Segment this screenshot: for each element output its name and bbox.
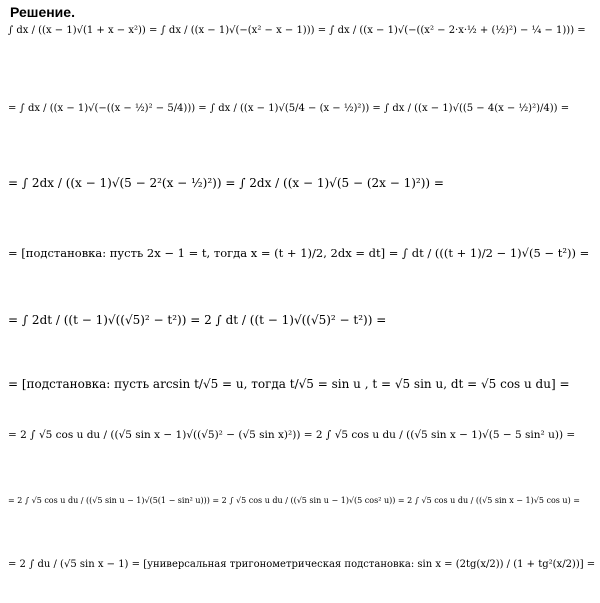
equation-text: = 2 ∫ du / (√5 sin x − 1) = [универсальная тригонометрическая подстановка: sin x = (2tg(x/2)) / (1 + tg²(x/2))] = [8, 559, 596, 570]
solution-heading: Решение. [10, 4, 75, 20]
equation-text: = ∫ 2dt / ((t − 1)√((√5)² − t²)) = 2 ∫ dt / ((t − 1)√((√5)² − t²)) = [8, 312, 387, 327]
equation-text: = ∫ 2dx / ((x − 1)√(5 − 2²(x − ½)²)) = ∫ 2dx / ((x − 1)√(5 − (2x − 1)²)) = [8, 175, 444, 190]
equation-line-3 [8, 176, 596, 189]
equation-line-2 [8, 104, 596, 115]
equation-line-9 [8, 560, 596, 571]
equation-line-7 [8, 430, 596, 441]
equation-line-4 [8, 248, 596, 260]
equation-text: = 2 ∫ √5 cos u du / ((√5 sin x − 1)√((√5)² − (√5 sin x)²)) = 2 ∫ √5 cos u du / ((√5 sin x − 1)√(5 − 5 sin² u)) = [8, 429, 576, 441]
equation-text: ∫ dx / ((x − 1)√(1 + x − x²)) = ∫ dx / ((x − 1)√(−(x² − x − 1))) = ∫ dx / ((x − 1)√(−((x² − 2·x·½ + (½)²) − ¼ − 1))) = [8, 25, 586, 36]
equation-text: = [подстановка: пусть arcsin t/√5 = u, тогда t/√5 = sin u , t = √5 sin u, dt = √5 cos u du] = [8, 376, 570, 391]
equation-line-1 [8, 26, 596, 37]
equation-text: = 2 ∫ √5 cos u du / ((√5 sin u − 1)√(5(1 − sin² u))) = 2 ∫ √5 cos u du / ((√5 sin u − 1)√(5 cos² u)) = 2 ∫ √5 cos u du / ((√5 sin x − 1)√5 cos u) = [8, 496, 580, 505]
equation-text: = [подстановка: пусть 2x − 1 = t, тогда x = (t + 1)/2, 2dx = dt] = ∫ dt / (((t + 1)/2 − 1)√(5 − t²)) = [8, 246, 590, 261]
equation-line-5 [8, 313, 596, 326]
equation-line-8 [8, 497, 596, 505]
equation-text: = ∫ dx / ((x − 1)√(−((x − ½)² − 5/4))) = ∫ dx / ((x − 1)√(5/4 − (x − ½)²)) = ∫ dx / ((x − 1)√((5 − 4(x − ½)²)/4)) = [8, 103, 570, 114]
equation-line-6 [8, 377, 596, 390]
